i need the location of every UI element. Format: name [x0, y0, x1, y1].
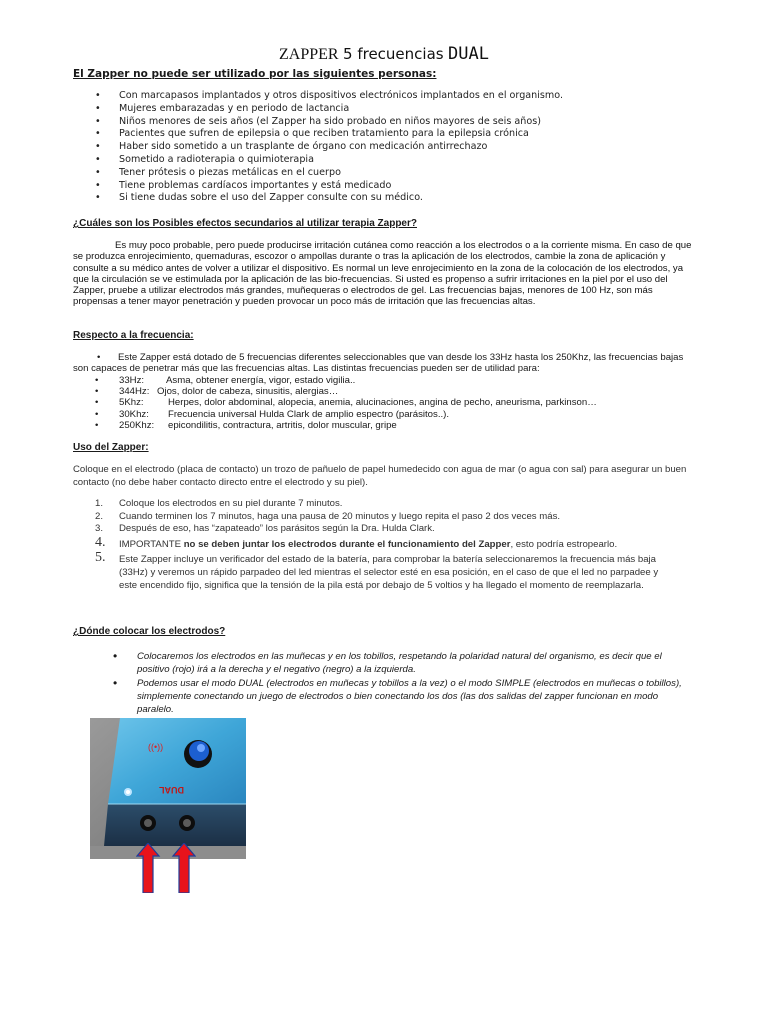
bullet: • — [95, 386, 99, 398]
list-item — [95, 409, 597, 420]
section-heading-side-effects: ¿Cuáles son los Posibles efectos secundarios al utilizar terapia Zapper? — [73, 218, 417, 229]
bullet: • — [95, 141, 101, 153]
list-item — [95, 397, 597, 408]
list-item — [95, 386, 597, 397]
bullet: • — [95, 153, 101, 165]
usage-steps — [95, 498, 674, 592]
step-number: 5. — [95, 549, 106, 565]
device-illustration — [90, 718, 246, 859]
frequency-desc: Ojos, dolor de cabeza, sinusitis, alergias… — [157, 386, 339, 398]
frequency-key: 344Hz: — [119, 386, 150, 398]
list-item: • Sometido a radioterapia o quimioterapia — [95, 153, 314, 165]
bullet: • — [95, 408, 99, 420]
frequency-desc: Frecuencia universal Hulda Clark de amplio espectro (parásitos..). — [168, 408, 450, 420]
section-heading-contraindications: El Zapper no puede ser utilizado por las siguientes personas: — [73, 68, 437, 80]
list-item: • Niños menores de seis años (el Zapper ha sido probado en niños mayores de seis años) — [95, 115, 541, 127]
device-label: DUAL — [159, 785, 184, 795]
list-item: • Podemos usar el modo DUAL (electrodos en muñecas y tobillos a la vez) o el modo SIMPLE (electrodos en muñecas o tobillos), simplemente conectando un juego de electrodos o bien conectando los dos (las dos salidas del zapper funcionan en modo paralelo. — [113, 676, 682, 715]
bullet: • — [113, 676, 118, 690]
bullet: • — [95, 166, 101, 178]
arrow-icons — [136, 843, 196, 893]
up-arrow-icon — [173, 843, 195, 893]
bullet: • — [95, 419, 99, 431]
bullet: • — [95, 102, 101, 114]
step-number: 2. — [95, 510, 104, 522]
list-item: • Colocaremos los electrodos en las muñecas y en los tobillos, respetando la polaridad natural del organismo, es decir que el positivo (rojo) irá a la derecha y el negativo (negro) a la izquierda. — [113, 649, 662, 675]
list-item: • Con marcapasos implantados y otros dispositivos electrónicos implantados en el organismo. — [95, 90, 564, 101]
title-part-frecuencias: 5 frecuencias — [343, 45, 444, 63]
step-number: 3. — [95, 523, 104, 535]
svg-text:((•)): ((•)) — [148, 742, 164, 752]
list-item: 4. IMPORTANTE no se deben juntar los electrodos durante el funcionamiento del Zapper, esto podría estropearlo. — [95, 534, 618, 550]
bullet: • — [113, 649, 118, 663]
zapper-device-photo — [90, 718, 246, 859]
list-item: • Si tiene dudas sobre el uso del Zapper consulte con su médico. — [95, 192, 423, 204]
title-part-zapper: ZAPPER — [278, 46, 339, 63]
frequency-desc: Asma, obtener energía, vigor, estado vigilia.. — [166, 375, 356, 386]
frequency-desc: epicondilitis, contractura, artritis, dolor muscular, gripe — [168, 419, 397, 431]
list-item — [95, 420, 597, 431]
list-item: • Tener prótesis o piezas metálicas en el cuerpo — [95, 166, 341, 178]
frequency-key: 5Khz: — [119, 397, 144, 409]
bullet: • — [95, 128, 101, 140]
bullet: • — [97, 352, 101, 363]
frequency-list — [95, 375, 597, 431]
bullet: • — [95, 192, 101, 204]
important-warning: no se deben juntar los electrodos durante el funcionamiento del Zapper — [183, 538, 511, 550]
list-item: 2. Cuando terminen los 7 minutos, haga una pausa de 20 minutos y luego repita el paso 2 dos veces más. — [95, 510, 561, 522]
list-item: 1. Coloque los electrodos en su piel durante 7 minutos. — [95, 498, 343, 509]
list-item: • Tiene problemas cardíacos importantes y está medicado — [95, 179, 392, 191]
section-heading-placement: ¿Dónde colocar los electrodos? — [73, 626, 226, 637]
list-item: • Haber sido sometido a un trasplante de órgano con medicación antirrechazo — [95, 141, 488, 153]
list-item: 5. Este Zapper incluye un verificador del estado de la batería, para comprobar la batería seleccionaremos la frecuencia más baja (33Hz) y veremos un rápido parpadeo del led mientras el selector esté en esa posición, en el caso de que el led no parpadee y este encendido fijo, significa que la tensión de la pila está por debajo de 5 voltios y ha llegado el momento de reemplazarla. — [95, 549, 659, 591]
usage-intro: Coloque en el electrodo (placa de contacto) un trozo de pañuelo de papel humedecido con agua de mar (o agua con sal) para asegurar un buen contacto (no debe haber contacto directo entre el electrodo y su piel). — [73, 464, 687, 488]
frequency-key: 250Khz: — [119, 419, 155, 431]
contraindications-list — [95, 90, 563, 205]
bullet: • — [95, 179, 101, 191]
page-title — [0, 44, 768, 64]
list-item: • Mujeres embarazadas y en periodo de lactancia — [95, 102, 350, 114]
frequency-desc: Herpes, dolor abdominal, alopecia, anemia, alucinaciones, angina de pecho, aneurisma, parkinson… — [168, 397, 597, 409]
up-arrow-icon — [137, 843, 159, 893]
section-heading-frequency: Respecto a la frecuencia: — [73, 330, 194, 341]
bullet: • — [95, 115, 101, 127]
bullet: • — [95, 397, 99, 409]
frequency-key: 33Hz: — [119, 375, 145, 386]
step-number: 4. — [95, 534, 106, 550]
list-item: • Pacientes que sufren de epilepsia o que reciben tratamiento para la epilepsia crónica — [95, 128, 529, 140]
list-item — [95, 375, 597, 386]
section-heading-usage: Uso del Zapper: — [73, 442, 149, 453]
frequency-intro: • Este Zapper está dotado de 5 frecuencias diferentes seleccionables que van desde los 33Hz hasta los 250Khz, las frecuencias bajas son capaces de penetrar más que las frecuencias altas. Las distintas frecuencias pueden ser de utilidad para: — [73, 352, 684, 375]
title-part-dual: DUAL — [448, 44, 489, 64]
bullet: • — [95, 90, 101, 101]
frequency-key: 30Khz: — [119, 408, 149, 420]
step-number: 1. — [95, 498, 104, 509]
placement-list — [113, 650, 693, 716]
list-item: 3. Después de eso, has “zapateado” los parásitos según la Dra. Hulda Clark. — [95, 523, 435, 535]
side-effects-paragraph: Es muy poco probable, pero puede producirse irritación cutánea como reacción a los electrodos o a la corriente misma. En caso de que se produzca enrojecimiento, quemaduras, escozor o ampollas durante o tras la aplicación de los electrodos, cambie la zona de aplicación y consulte a su médico antes de volver a utilizar el dispositivo. Es normal un leve enrojecimiento en la zona de la colocación de los electrodos, ya que la circulación se ve estimulada por la aplicación de las bio-frecuencias. Si usted es propenso a sufrir irritaciones en la piel por el uso del Zapper, pruebe a utilizar electrodos más grandes, muñequeras o electrodos de gel. Las frecuencias bajas, menores de 100 Hz, son más propensas a tener mayor penetración y pueden provocar un poco más de irritación que las frecuencias altas. — [73, 240, 692, 308]
bullet: • — [95, 375, 99, 386]
